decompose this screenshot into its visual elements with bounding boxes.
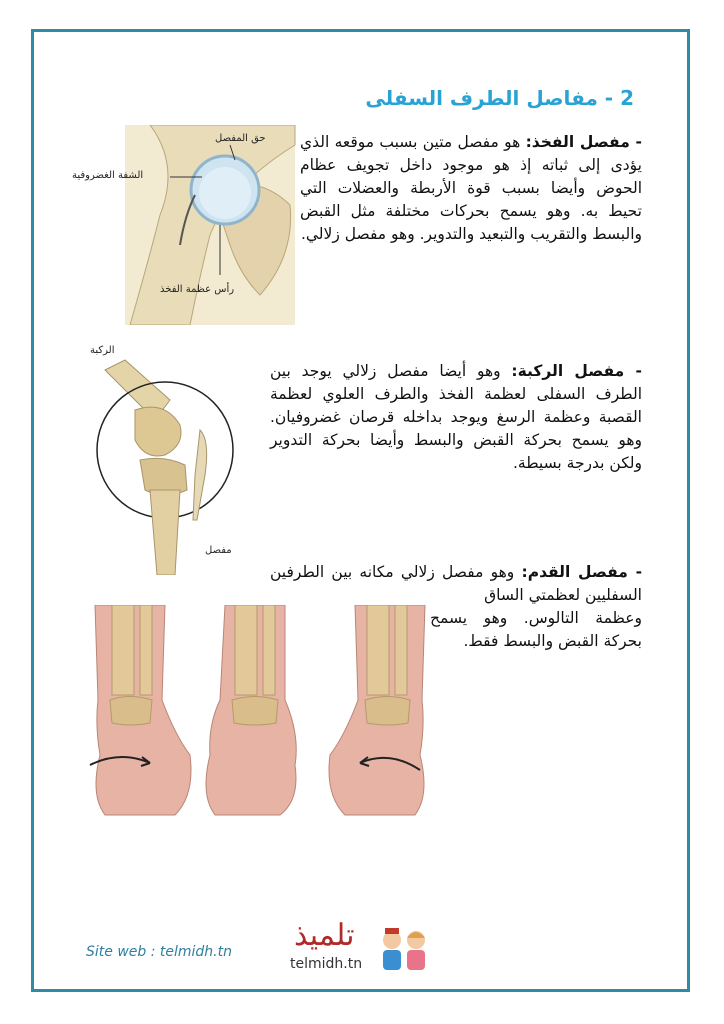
ankle-line1: وهو مفصل زلالي مكانه بين الطرفين السفليين لعظمتي الساق [270,563,642,604]
hip-label-socket: حق المفصل [215,133,266,144]
logo-children-icon [378,926,430,974]
hip-joint-illustration [60,125,300,325]
logo-latin: telmidh.tn [290,956,363,972]
ankle-heading: - مفصل القدم: [521,563,643,581]
hip-body: هو مفصل متين بسبب موقعه الذي يؤدى إلى ثباته إذ هو موجود داخل تجويف عظام الحوض وأيضا بسبب قوة الأربطة والعضلات التي تحيط به. وهو يسمح بحركات مختلفة مثل القبض والبسط والتقريب والتبعيد والتدوير. وهو مفصل زلالي. [300,133,642,243]
hip-label-labrum: الشفة الغضروفية [72,170,144,181]
telmidh-logo [286,918,436,978]
ankle-foot-right [329,605,425,815]
knee-label-joint: مفصل [205,545,232,556]
ankle-paragraph-body: وعظمة التالوس. وهو يسمح بحركة القبض والبسط فقط. [430,609,642,650]
knee-joint-illustration [95,340,245,575]
ankle-joint-illustration [80,605,440,830]
knee-body: وهو أيضا مفصل زلالي يوجد بين الطرف السفلى لعظمة الفخذ والطرف العلوي لعظمة القصبة وعظمة الرسغ ويوجد بداخله قرصان غضروفيان. وهو يسمح بحركة القبض والبسط وأيضا بحركة التدوير ولكن بدرجة بسيطة. [270,362,642,472]
knee-paragraph [270,360,642,475]
ankle-foot-middle [206,605,296,815]
site-url: Site web : telmidh.tn [86,944,232,960]
ankle-foot-left [90,605,191,815]
logo-arabic: تلميذ [294,918,355,953]
ankle-paragraph-line [270,561,642,607]
knee-label-knee: الركبة [90,345,115,356]
hip-label-head: رأس عظمة الفخذ [160,284,235,295]
section-title: 2 - مفاصل الطرف السفلى [365,86,634,110]
knee-heading: - مفصل الركبة: [511,362,642,380]
hip-paragraph [300,131,642,246]
hip-heading: - مفصل الفخذ: [525,133,642,151]
